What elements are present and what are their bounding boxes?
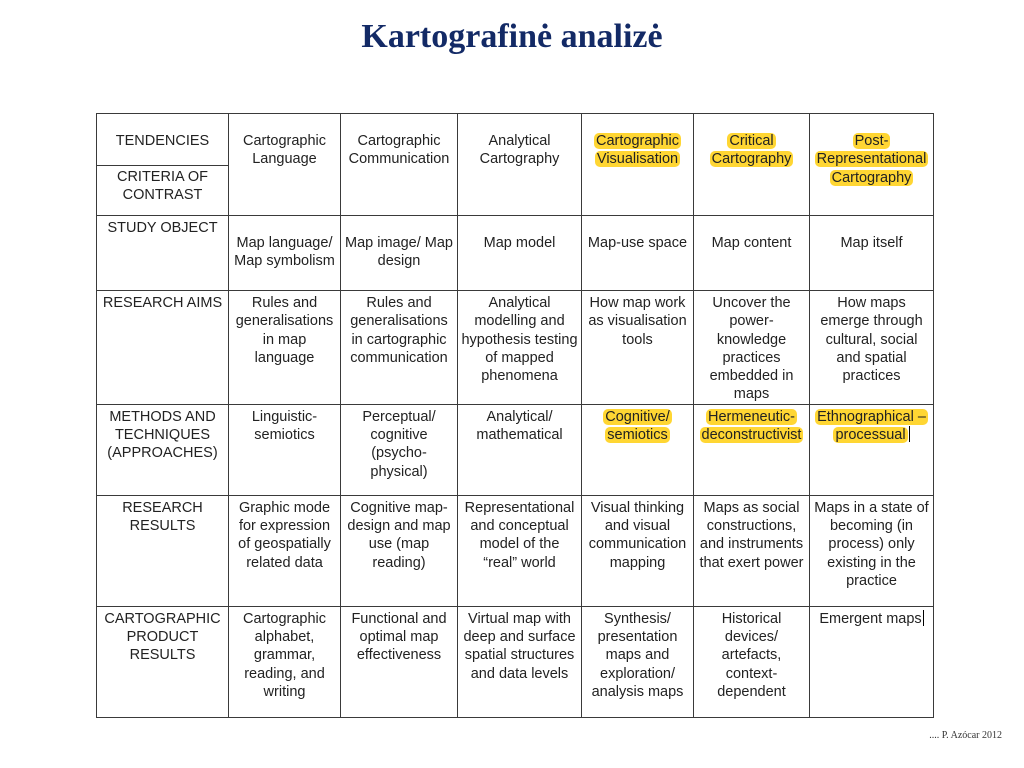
footer-credit: .... P. Azócar 2012 <box>929 730 1002 741</box>
highlighted-text: Hermeneutic-deconstructivist <box>701 408 802 444</box>
table-cell: Graphic mode for expression of geospatially related data <box>229 495 341 606</box>
table-cell: How map work as visualisation tools <box>582 291 694 405</box>
table-cell: Map language/ Map symbolism <box>229 216 341 291</box>
table-cell: Analytical/ mathematical <box>458 404 582 495</box>
table-cell: Map model <box>458 216 582 291</box>
table-cell: Map image/ Map design <box>341 216 458 291</box>
table-row <box>97 404 934 495</box>
table-cell: Functional and optimal map effectiveness <box>341 606 458 717</box>
column-header-label: Cartographic Language <box>242 133 326 168</box>
table-cell: Map content <box>694 216 810 291</box>
table-cell <box>582 404 694 495</box>
row-header: STUDY OBJECT <box>97 216 229 291</box>
column-header-label: Post-Representational Cartography <box>816 133 927 186</box>
table-cell: Uncover the power-knowledge practices embedded in maps <box>694 291 810 405</box>
header-row <box>97 114 934 216</box>
row-header: CARTOGRAPHIC PRODUCT RESULTS <box>97 606 229 717</box>
table-row <box>97 216 934 291</box>
table-cell: Maps in a state of becoming (in process) only existing in the practice <box>810 495 934 606</box>
corner-cell <box>97 114 229 216</box>
corner-tendencies: TENDENCIES <box>97 114 228 166</box>
table-cell: Cartographic alphabet, grammar, reading, and writing <box>229 606 341 717</box>
column-header-label: Critical Cartography <box>711 133 792 168</box>
column-header-label: Analytical Cartography <box>479 133 560 168</box>
table-cell: Synthesis/ presentation maps and exploration/ analysis maps <box>582 606 694 717</box>
table-cell <box>810 606 934 717</box>
text-cursor <box>923 610 924 626</box>
table-cell: Cognitive map-design and map use (map reading) <box>341 495 458 606</box>
text-cursor <box>909 426 910 442</box>
table-cell: Maps as social constructions, and instruments that exert power <box>694 495 810 606</box>
table-cell: Visual thinking and visual communication mapping <box>582 495 694 606</box>
table-cell: Linguistic-semiotics <box>229 404 341 495</box>
table-row <box>97 291 934 405</box>
table-cell: Rules and generalisations in cartographic communication <box>341 291 458 405</box>
column-header <box>810 114 934 216</box>
highlighted-text: Ethnographical – processual <box>817 408 926 444</box>
table-cell: Analytical modelling and hypothesis testing of mapped phenomena <box>458 291 582 405</box>
column-header <box>458 114 582 216</box>
table-cell-text: Emergent maps <box>819 610 922 627</box>
row-header: RESEARCH RESULTS <box>97 495 229 606</box>
row-header: METHODS AND TECHNIQUES (APPROACHES) <box>97 404 229 495</box>
comparison-table <box>96 113 934 718</box>
table-cell: Historical devices/ artefacts, context-dependent <box>694 606 810 717</box>
table-cell: Map-use space <box>582 216 694 291</box>
table-row <box>97 495 934 606</box>
table-cell: Perceptual/ cognitive (psycho-physical) <box>341 404 458 495</box>
column-header <box>694 114 810 216</box>
highlighted-text: Cognitive/ semiotics <box>605 408 670 444</box>
table-row <box>97 606 934 717</box>
column-header-label: Cartographic Communication <box>348 133 450 168</box>
row-header: RESEARCH AIMS <box>97 291 229 405</box>
table-cell <box>694 404 810 495</box>
table-cell: Rules and generalisations in map language <box>229 291 341 405</box>
table-cell: Map itself <box>810 216 934 291</box>
table-cell <box>810 404 934 495</box>
table-cell: Representational and conceptual model of the “real” world <box>458 495 582 606</box>
column-header-label: Cartographic Visualisation <box>595 133 679 168</box>
table-cell: Virtual map with deep and surface spatial structures and data levels <box>458 606 582 717</box>
table-cell: How maps emerge through cultural, social and spatial practices <box>810 291 934 405</box>
corner-criteria: CRITERIA OF CONTRAST <box>116 169 209 204</box>
column-header <box>229 114 341 216</box>
column-header <box>341 114 458 216</box>
column-header <box>582 114 694 216</box>
slide-title: Kartografinė analizė <box>361 18 663 55</box>
